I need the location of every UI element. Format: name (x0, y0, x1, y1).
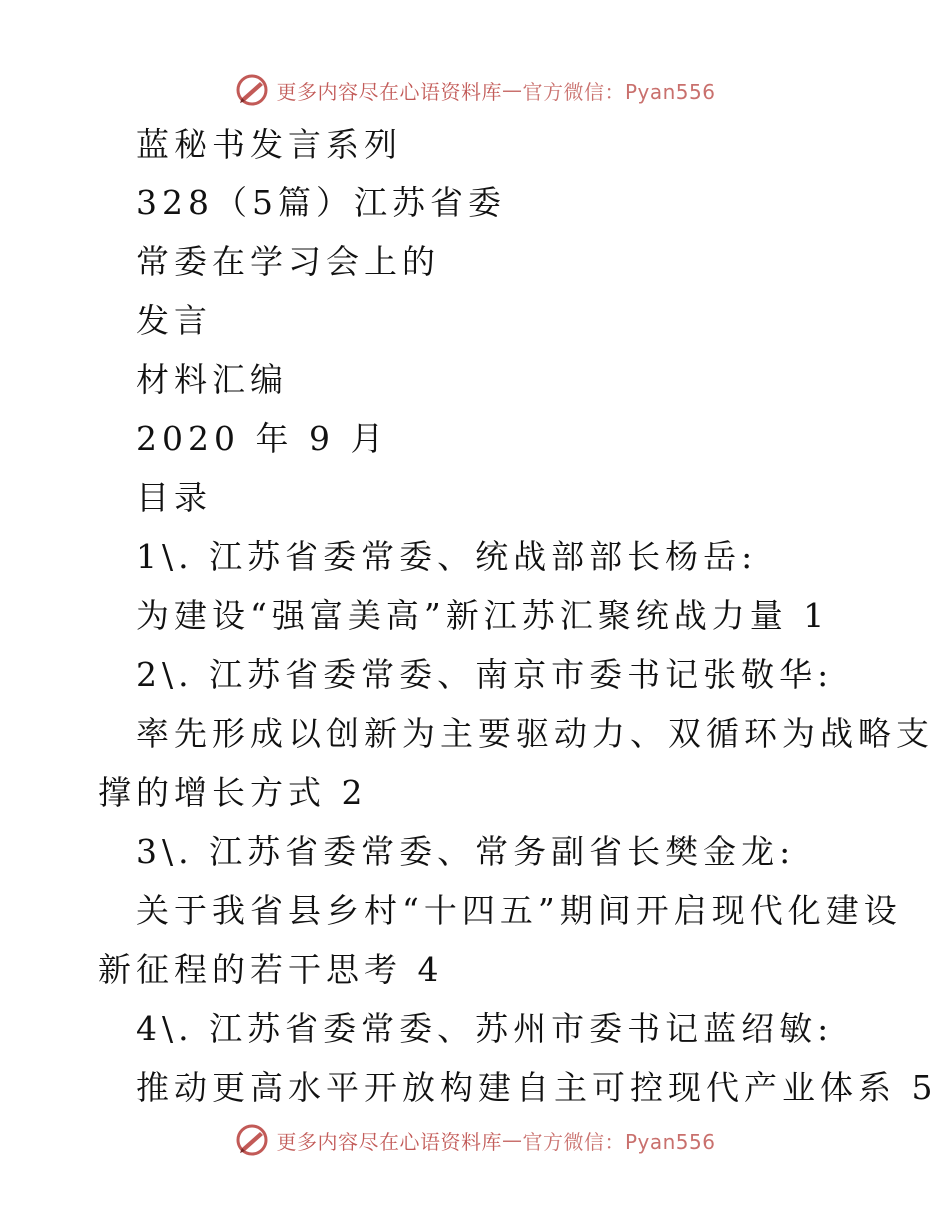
header-watermark (0, 68, 950, 112)
watermark-text: 更多内容尽在心语资料库 (276, 1129, 502, 1154)
footer-watermark (0, 1118, 950, 1162)
doc-date: 2020 年 9 月 (136, 419, 389, 458)
doc-title-line-4: 材料汇编 (136, 360, 288, 399)
toc-item-4-title[interactable]: 推动更高水平开放构建自主可控现代产业体系 5 (136, 1068, 938, 1107)
doc-title-line-1: 328（5篇）江苏省委 (136, 183, 506, 222)
toc-item-4-speaker[interactable]: 4\. 江苏省委常委、苏州市委书记蓝绍敏: (136, 1009, 834, 1048)
watermark-contact: 官方微信：Pyan556 (522, 79, 716, 104)
toc-item-3-title-line-1[interactable]: 关于我省县乡村“十四五”期间开启现代化建设 (136, 891, 902, 930)
toc-heading: 目录 (136, 478, 212, 517)
toc-item-1-speaker[interactable]: 1\. 江苏省委常委、统战部部长杨岳: (136, 537, 758, 576)
doc-title-line-2: 常委在学习会上的 (136, 242, 440, 281)
toc-item-2-title-line-2[interactable]: 撑的增长方式 2 (98, 773, 368, 812)
doc-title-line-3: 发言 (136, 301, 212, 340)
toc-item-2-title-line-1[interactable]: 率先形成以创新为主要驱动力、双循环为战略支 (136, 714, 934, 753)
watermark-text: 更多内容尽在心语资料库 (276, 79, 502, 104)
watermark-contact: 官方微信：Pyan556 (522, 1129, 716, 1154)
pen-logo-icon (234, 1122, 270, 1158)
watermark-separator: — (501, 1128, 523, 1152)
toc-item-3-title-line-2[interactable]: 新征程的若干思考 4 (98, 950, 444, 989)
toc-item-2-speaker[interactable]: 2\. 江苏省委常委、南京市委书记张敬华: (136, 655, 834, 694)
watermark-separator: — (501, 78, 523, 102)
toc-item-1-title[interactable]: 为建设“强富美高”新江苏汇聚统战力量 1 (136, 596, 830, 635)
toc-item-3-speaker[interactable]: 3\. 江苏省委常委、常务副省长樊金龙: (136, 832, 796, 871)
series-title: 蓝秘书发言系列 (136, 125, 402, 164)
pen-logo-icon (234, 72, 270, 108)
